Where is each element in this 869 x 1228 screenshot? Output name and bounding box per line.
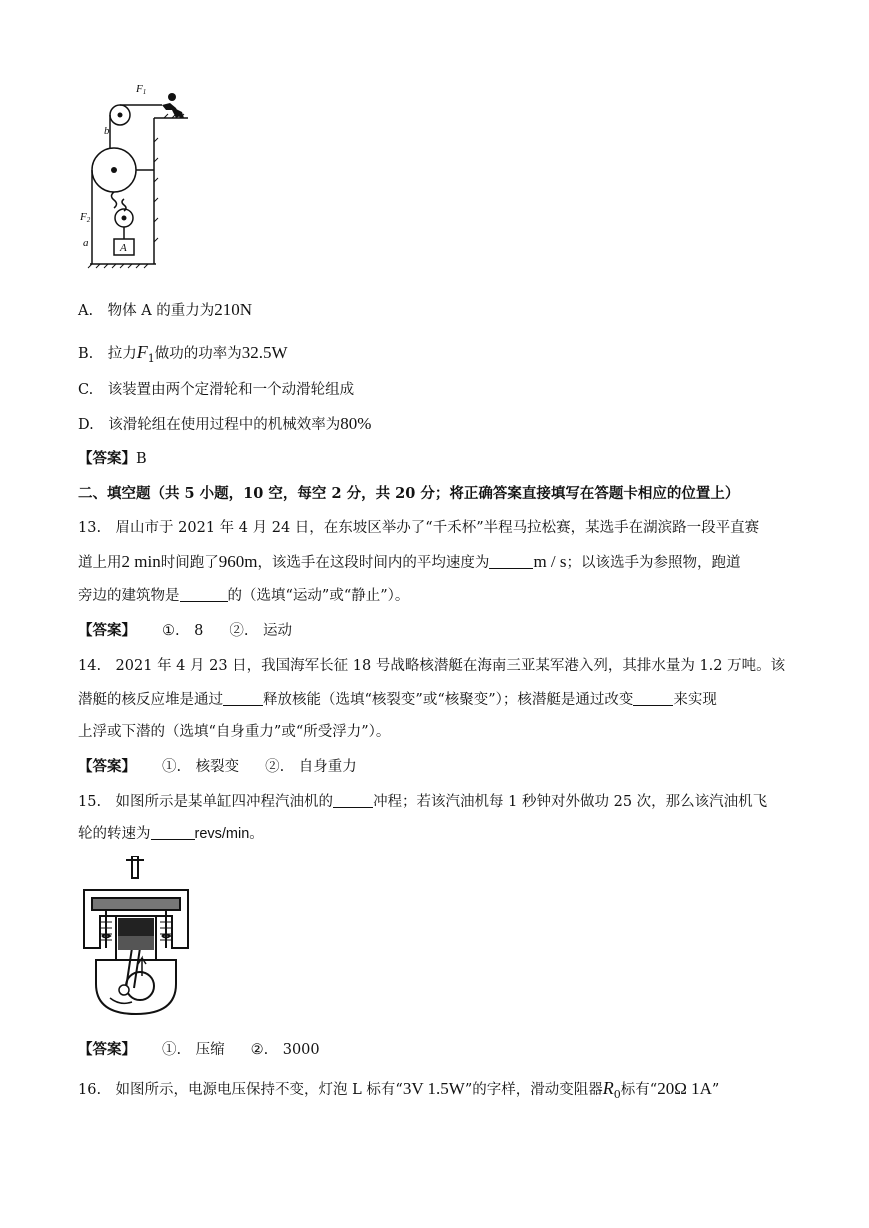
- engine-cylinder-figure: [80, 856, 192, 1016]
- q13-answer: 【答案】 ①. 8 ②. 运动: [78, 622, 292, 639]
- option-d: D. 该滑轮组在使用过程中的机械效率为80%: [78, 414, 372, 433]
- q15-line2: 轮的转速为 revs/min。: [78, 826, 264, 842]
- svg-text:A: A: [120, 242, 127, 254]
- q15-line1: 15. 如图所示是某单缸四冲程汽油机的 冲程；若该汽油机每 1 秒钟对外做功 25 次，那么该汽油机飞: [78, 794, 768, 810]
- q14-line3: 上浮或下潜的（选填“自身重力”或“所受浮力”）。: [78, 724, 391, 740]
- q14-line1: 14. 2021 年 4 月 23 日，我国海军长征 18 号战略核潜艇在海南三亚某军港入列，其排水量为 1.2 万吨。该: [78, 658, 786, 674]
- person-figure: [162, 93, 184, 118]
- option-b: B. 拉力$F_1$做功的功率为32.5W: [78, 342, 288, 365]
- q12-answer: 【答案】B: [78, 450, 147, 467]
- option-c: C. 该装置由两个定滑轮和一个动滑轮组成: [78, 382, 355, 398]
- q14-answer: 【答案】 ①. 核裂变 ②. 自身重力: [78, 758, 357, 775]
- q16-line1: 16. 如图所示，电源电压保持不变，灯泡 L 标有“3V 1.5W”的字样，滑动变阻器$R_0$标有“20Ω 1A”: [78, 1078, 720, 1101]
- q15-answer: 【答案】 ①. 压缩 ②. 3000: [78, 1041, 320, 1058]
- svg-text:b: b: [104, 125, 110, 137]
- q14-line2: 潜艇的核反应堆是通过 释放核能（选填“核裂变”或“核聚变”）；核潜艇是通过改变 来实现: [78, 692, 717, 708]
- svg-text:F1: F1: [136, 83, 147, 96]
- svg-text:F2: F2: [80, 211, 91, 224]
- pulley-system-figure: [80, 78, 200, 272]
- svg-text:a: a: [83, 237, 89, 249]
- q13-line2: 道上用2 min时间跑了960m，该选手在这段时间内的平均速度为 m / s；以该选手为参照物，跑道: [78, 552, 741, 571]
- q13-line3: 旁边的建筑物是 的（选填“运动”或“静止”）。: [78, 588, 410, 604]
- option-a: A. 物体 A 的重力为210N: [78, 300, 253, 319]
- q13-line1: 13. 眉山市于 2021 年 4 月 24 日，在东坡区举办了“千禾杯”半程马拉松赛，某选手在湖滨路一段平直赛: [78, 520, 760, 536]
- section-heading: 二、填空题（共 5 小题，10 空，每空 2 分，共 20 分；将正确答案直接填写在答题卡相应的位置上）: [78, 485, 740, 502]
